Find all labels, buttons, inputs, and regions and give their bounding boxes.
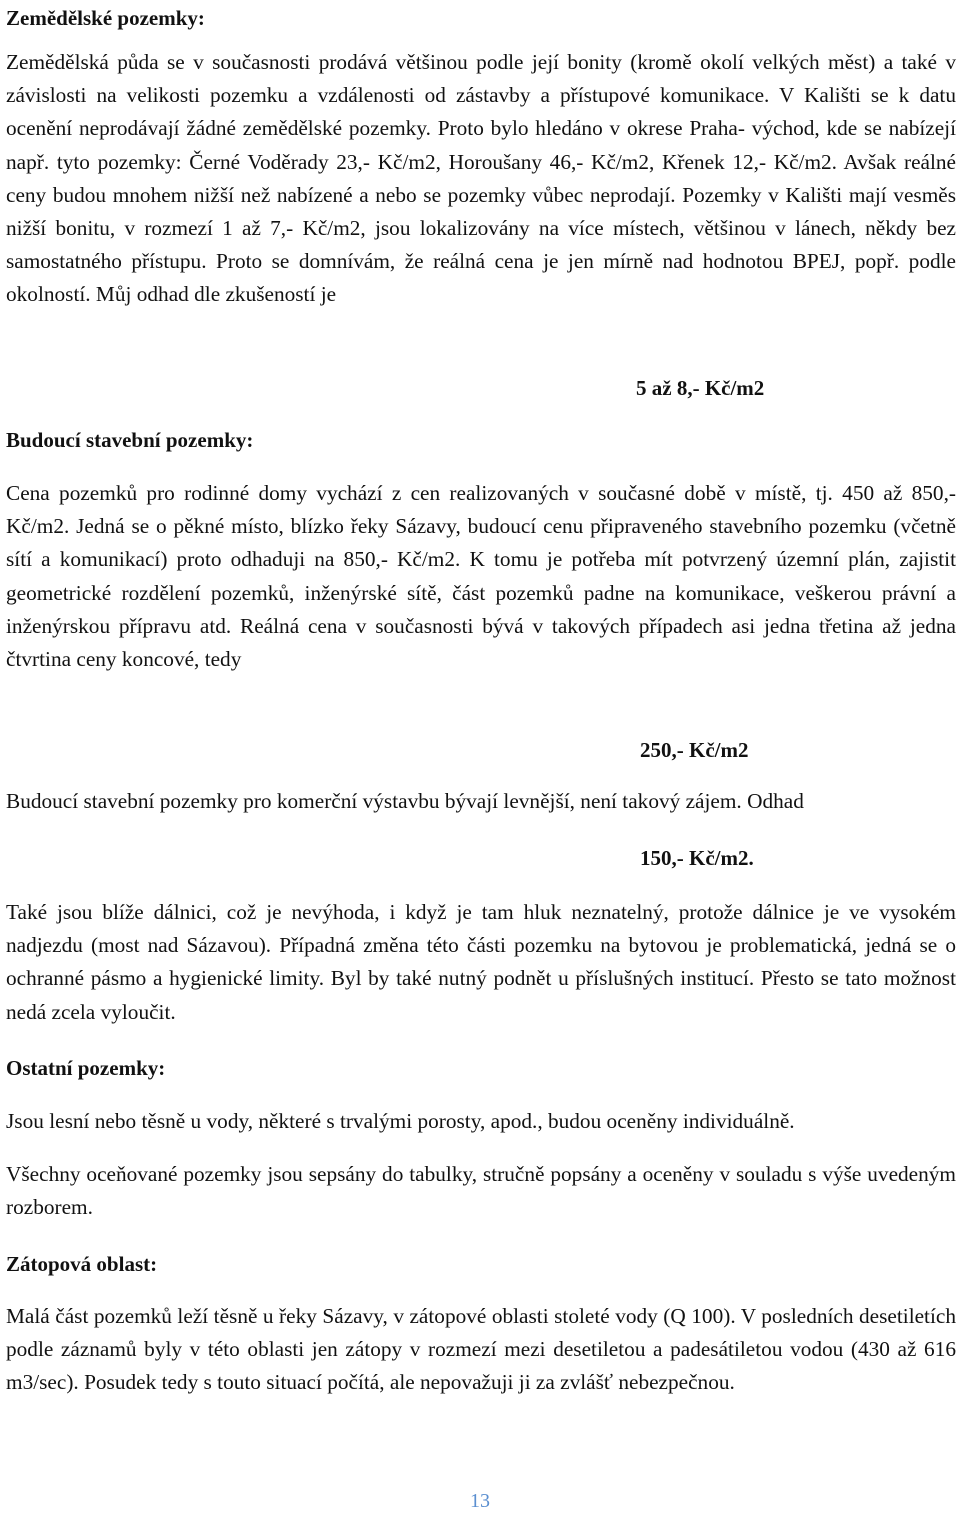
paragraph-highway-proximity: Také jsou blíže dálnici, což je nevýhoda, i když je tam hluk neznatelný, protože dálnice je ve vysokém nadjezdu (most nad Sázavou). Případná změna této části pozemku na bytovou je problematická, jedná se o ochranné pásmo a hygienické limity. Byl by také nutný podnět u příslušných institucí. Přesto se tato možnost nedá zcela vyloučit. bbox=[6, 900, 956, 1024]
paragraph-land-summary: Všechny oceňované pozemky jsou sepsány do tabulky, stručně popsány a oceněny v souladu s výše uvedeným rozborem. bbox=[6, 1162, 956, 1220]
heading-flood-zone: Zátopová oblast: bbox=[6, 1252, 158, 1276]
paragraph-commercial-land: Budoucí stavební pozemky pro komerční výstavbu bývají levnější, není takový zájem. Odhad bbox=[6, 789, 804, 813]
heading-other-land: Ostatní pozemky: bbox=[6, 1056, 166, 1080]
paragraph-agricultural-land: Zemědělská půda se v současnosti prodává většinou podle její bonity (kromě okolí velkých měst) a také v závislosti na velikosti pozemku a vzdálenosti od zástavby a přístupové komunikace. V Kališti se k datu ocenění neprodávají žádné zemědělské pozemky. Proto bylo hledáno v okrese Praha- východ, kde se nabízejí např. tyto pozemky: Černé Voděrady 23,- Kč/m2, Horoušany 46,- Kč/m2, Křenek 12,- Kč/m2. Avšak reálné ceny budou mnohem nižší než nabízené a nebo se pozemky vůbec neprodají. Pozemky v Kališti mají vesměs nižší bonitu, v rozmezí 1 až 7,- Kč/m2, jsou lokalizovány na více místech, většinou v lánech, někdy bez samostatného přístupu. Proto se domnívám, že reálná cena je jen mírně nad hodnotou BPEJ, popř. podle okolností. Můj odhad dle zkušeností je bbox=[6, 50, 956, 307]
estimate-agricultural-price: 5 až 8,- Kč/m2 bbox=[636, 376, 765, 400]
estimate-building-price: 250,- Kč/m2 bbox=[640, 738, 749, 762]
paragraph-future-building-land: Cena pozemků pro rodinné domy vychází z cen realizovaných v současné době v místě, tj. 450 až 850,- Kč/m2. Jedná se o pěkné místo, blízko řeky Sázavy, budoucí cenu připraveného stavebního pozemku (včetně sítí a komunikací) proto odhaduji na 850,- Kč/m2. K tomu je potřeba mít potvrzený územní plán, zajistit geometrické rozdělení pozemků, inženýrské sítě, část pozemků padne na komunikace, veškerou právní a inženýrskou přípravu atd. Reálná cena v současnosti bývá v takových případech asi jedna třetina až jedna čtvrtina ceny koncové, tedy bbox=[6, 481, 956, 672]
estimate-commercial-price: 150,- Kč/m2. bbox=[640, 846, 754, 870]
page-number: 13 bbox=[470, 1490, 490, 1512]
paragraph-other-land: Jsou lesní nebo těsně u vody, některé s trvalými porosty, apod., budou oceněny individuálně. bbox=[6, 1109, 795, 1133]
heading-agricultural-land: Zemědělské pozemky: bbox=[6, 6, 205, 30]
heading-future-building-land: Budoucí stavební pozemky: bbox=[6, 428, 254, 452]
paragraph-flood-zone: Malá část pozemků leží těsně u řeky Sázavy, v zátopové oblasti stoleté vody (Q 100). V posledních desetiletích podle záznamů byly v této oblasti jen zátopy v rozmezí mezi desetiletou a padesátiletou vodou (430 až 616 m3/sec). Posudek tedy s touto situací počítá, ale nepovažuji ji za zvlášť nebezpečnou. bbox=[6, 1304, 956, 1395]
